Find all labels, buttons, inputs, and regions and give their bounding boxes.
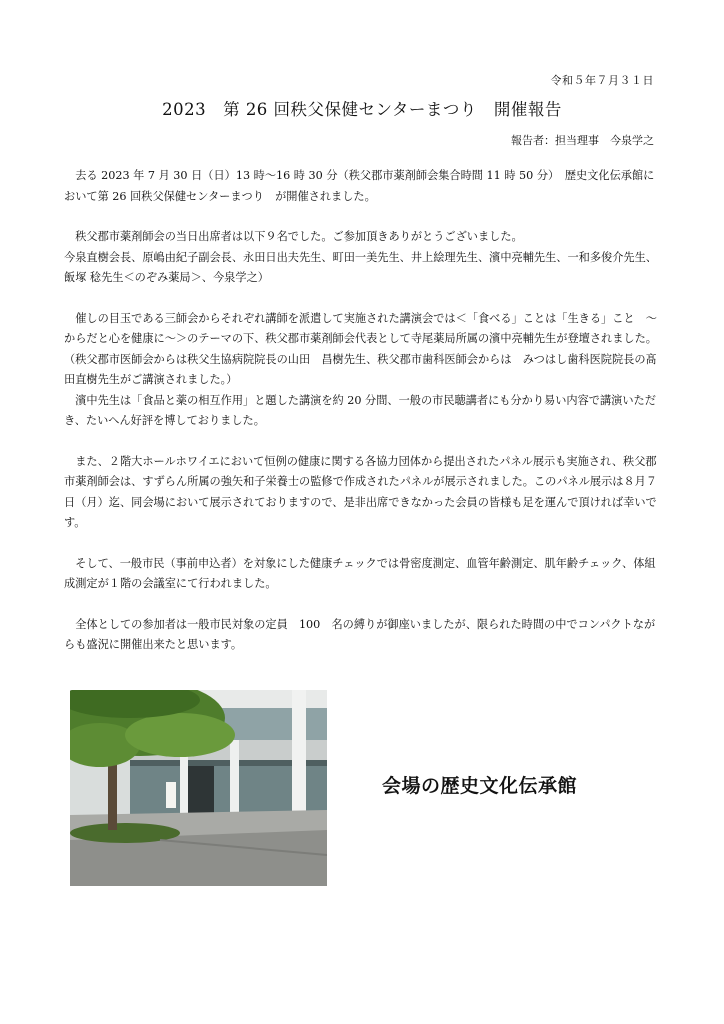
report-body — [64, 166, 660, 676]
paragraph-panel-exhibit: また、２階大ホールホワイエにおいて恒例の健康に関する各協力団体から提出されたパネル展示も実施され、秩父郡市薬剤師会は、すずらん所属の強矢和子栄養士の監修で作成されたパネルが展示されました。このパネル展示は８月７日（月）迄、同会場において展示されておりますので、是非出席できなかった会員の皆様も足を運んで頂ければ幸いです。 — [64, 454, 658, 529]
paragraph-lecture: 催しの目玉である三師会からそれぞれ講師を派遣して実施された講演会では＜「食べる」ことは「生きる」こと ～からだと心を健康に～＞のテーマの下、秩父郡市薬剤師会代表として寺尾薬局所属の濱中亮輔先生が登壇されました。（秩父郡市医師会からは秩父生協病院院長の山田 昌樹先生、秩父郡市歯科医師会からは みつはし歯科医院院長の髙田直樹先生がご講演されました。） — [64, 311, 657, 386]
report-date: 令和５年７月３１日 — [550, 74, 654, 87]
photo-caption: 会場の歴史文化伝承館 — [382, 775, 578, 797]
venue-photo-illustration — [70, 690, 327, 886]
venue-photo — [70, 690, 327, 886]
paragraph-summary: 全体としての参加者は一般市民対象の定員 100 名の縛りが御座いましたが、限られた時間の中でコンパクトながらも盛況に開催出来たと思います。 — [64, 617, 656, 651]
paragraph-attendee-list: 今泉直樹会長、原嶋由紀子副会長、永田日出夫先生、町田一美先生、井上絵理先生、濱中亮輔先生、一和多俊介先生、飯塚 稔先生＜のぞみ薬局＞、今泉学之） — [64, 250, 657, 284]
report-title: 2023 第 26 回秩父保健センターまつり 開催報告 — [162, 100, 562, 119]
paragraph-lecture-review: 濱中先生は「食品と薬の相互作用」と題した講演を約 20 分間、一般の市民聴講者にも分かり易い内容で講演いただき、たいへん好評を博しておりました。 — [64, 393, 656, 427]
paragraph-attendance: 秩父郡市薬剤師会の当日出席者は以下９名でした。ご参加頂きありがとうございました。 — [75, 230, 523, 243]
paragraph-event-overview: 去る 2023 年 7 月 30 日（日）13 時～16 時 30 分（秩父郡市薬剤師会集合時間 11 時 50 分） 歴史文化伝承館において第 26 回秩父保健センターまつり が開催されました。 — [64, 169, 655, 203]
paragraph-health-check: そして、一般市民（事前申込者）を対象にした健康チェックでは骨密度測定、血管年齢測定、肌年齢チェック、体組成測定が１階の会議室にて行われました。 — [64, 556, 656, 590]
reporter-line: 報告者：担当理事 今泉学之 — [511, 134, 654, 147]
